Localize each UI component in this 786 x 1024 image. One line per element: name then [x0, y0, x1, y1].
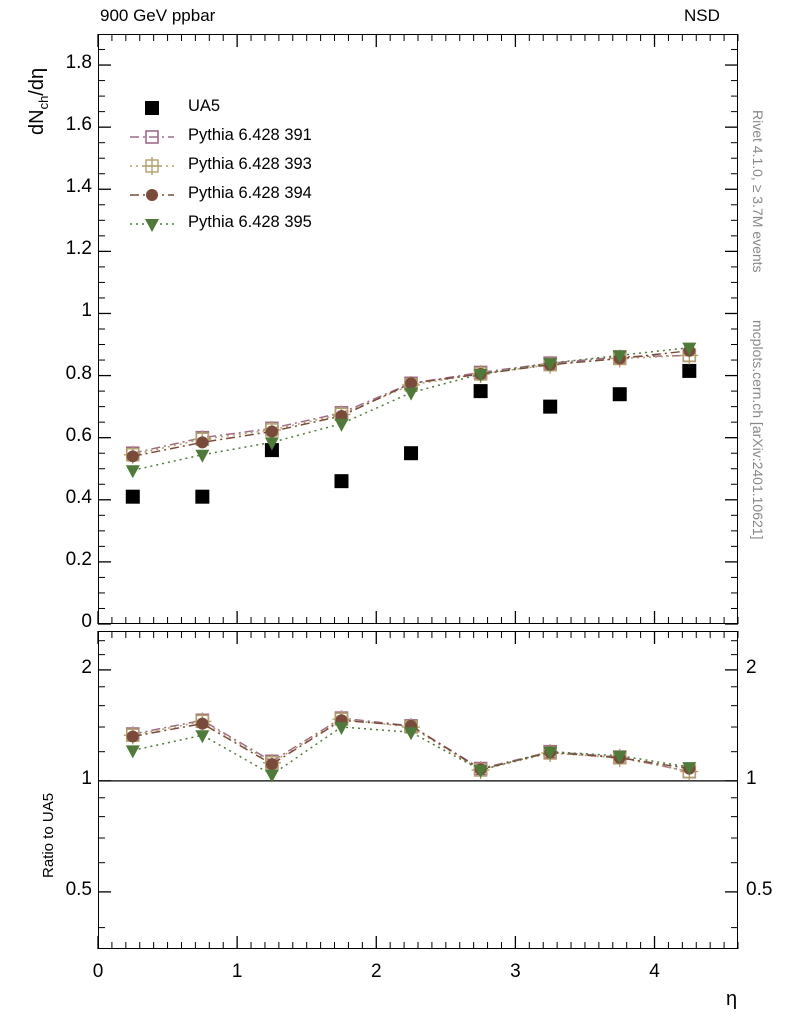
- header-right: NSD: [684, 6, 720, 25]
- ratio-y-tick-label-right: 1: [746, 767, 757, 789]
- series-0-point-5-marker: [474, 384, 488, 398]
- series-3-point-2-marker: [266, 425, 278, 437]
- y-tick-label: 1.2: [65, 238, 92, 260]
- ratio-y-tick-label: 1: [81, 767, 92, 789]
- ratio-y-tick-label: 2: [81, 656, 92, 678]
- legend-0-marker: [145, 101, 159, 115]
- y-tick-label: 0: [81, 611, 92, 632]
- y-tick-label: 1.8: [65, 52, 92, 74]
- ratio-series-3-point-0-marker: [127, 730, 139, 742]
- series-0-point-8-marker: [682, 364, 696, 378]
- ratio-y-tick-label-right: 0.5: [746, 878, 773, 900]
- series-3-point-4-marker: [405, 377, 417, 389]
- y-tick-label: 0.6: [65, 424, 92, 446]
- series-0-point-6-marker: [543, 400, 557, 414]
- legend-3-marker: [146, 189, 158, 201]
- series-3-point-0-marker: [127, 450, 139, 462]
- y-tick-label: 0.8: [65, 362, 92, 384]
- header-left: 900 GeV ppbar: [100, 6, 216, 25]
- series-0-point-1-marker: [195, 490, 209, 504]
- y-tick-label: 0.2: [65, 548, 92, 570]
- ratio-series-3-point-1-marker: [196, 718, 208, 730]
- x-axis-title: η: [726, 988, 738, 1010]
- ratio-series-4-point-4-marker: [404, 727, 418, 740]
- legend-label-3: Pythia 6.428 394: [188, 184, 312, 202]
- ratio-y-tick-label-right: 2: [746, 656, 757, 678]
- legend-label-1: Pythia 6.428 391: [188, 126, 312, 144]
- y-tick-label: 1.6: [65, 114, 92, 136]
- series-line-1: [133, 355, 690, 453]
- series-0-point-7-marker: [613, 387, 627, 401]
- y-axis-title: $dN_{ch}/d\eta$: [26, 67, 51, 135]
- series-4-point-4-marker: [404, 388, 418, 401]
- x-tick-label: 4: [649, 961, 660, 982]
- ratio-series-4-point-3-marker: [334, 722, 348, 735]
- ratio-series-4-point-0-marker: [126, 745, 140, 758]
- series-line-2: [133, 355, 690, 454]
- x-tick-label: 1: [231, 961, 243, 982]
- series-0-point-0-marker: [126, 490, 140, 504]
- arxiv-label: mcplots.cern.ch [arXiv:2401.10621]: [750, 320, 766, 540]
- series-4-point-3-marker: [334, 419, 348, 432]
- series-3-point-1-marker: [196, 436, 208, 448]
- rivet-version-label: Rivet 4.1.0, ≥ 3.7M events: [750, 110, 766, 273]
- x-tick-label: 3: [510, 961, 521, 982]
- y-tick-label: 0.4: [65, 486, 92, 508]
- ratio-y-tick-label: 0.5: [65, 878, 92, 900]
- ratio-series-3-point-2-marker: [266, 758, 278, 770]
- series-0-point-4-marker: [404, 446, 418, 460]
- legend-label-0: UA5: [188, 97, 221, 115]
- legend-4-marker: [145, 219, 159, 232]
- x-tick-label: 2: [370, 961, 382, 982]
- series-line-3: [133, 351, 690, 457]
- ratio-y-axis-title: Ratio to UA5: [40, 792, 57, 878]
- legend-label-4: Pythia 6.428 395: [188, 213, 312, 231]
- x-tick-label: 0: [92, 961, 104, 982]
- legend-label-2: Pythia 6.428 393: [188, 155, 312, 173]
- series-0-point-3-marker: [334, 474, 348, 488]
- y-tick-label: 1: [81, 300, 92, 322]
- y-tick-label: 1.4: [65, 176, 92, 198]
- series-4-point-0-marker: [126, 465, 140, 478]
